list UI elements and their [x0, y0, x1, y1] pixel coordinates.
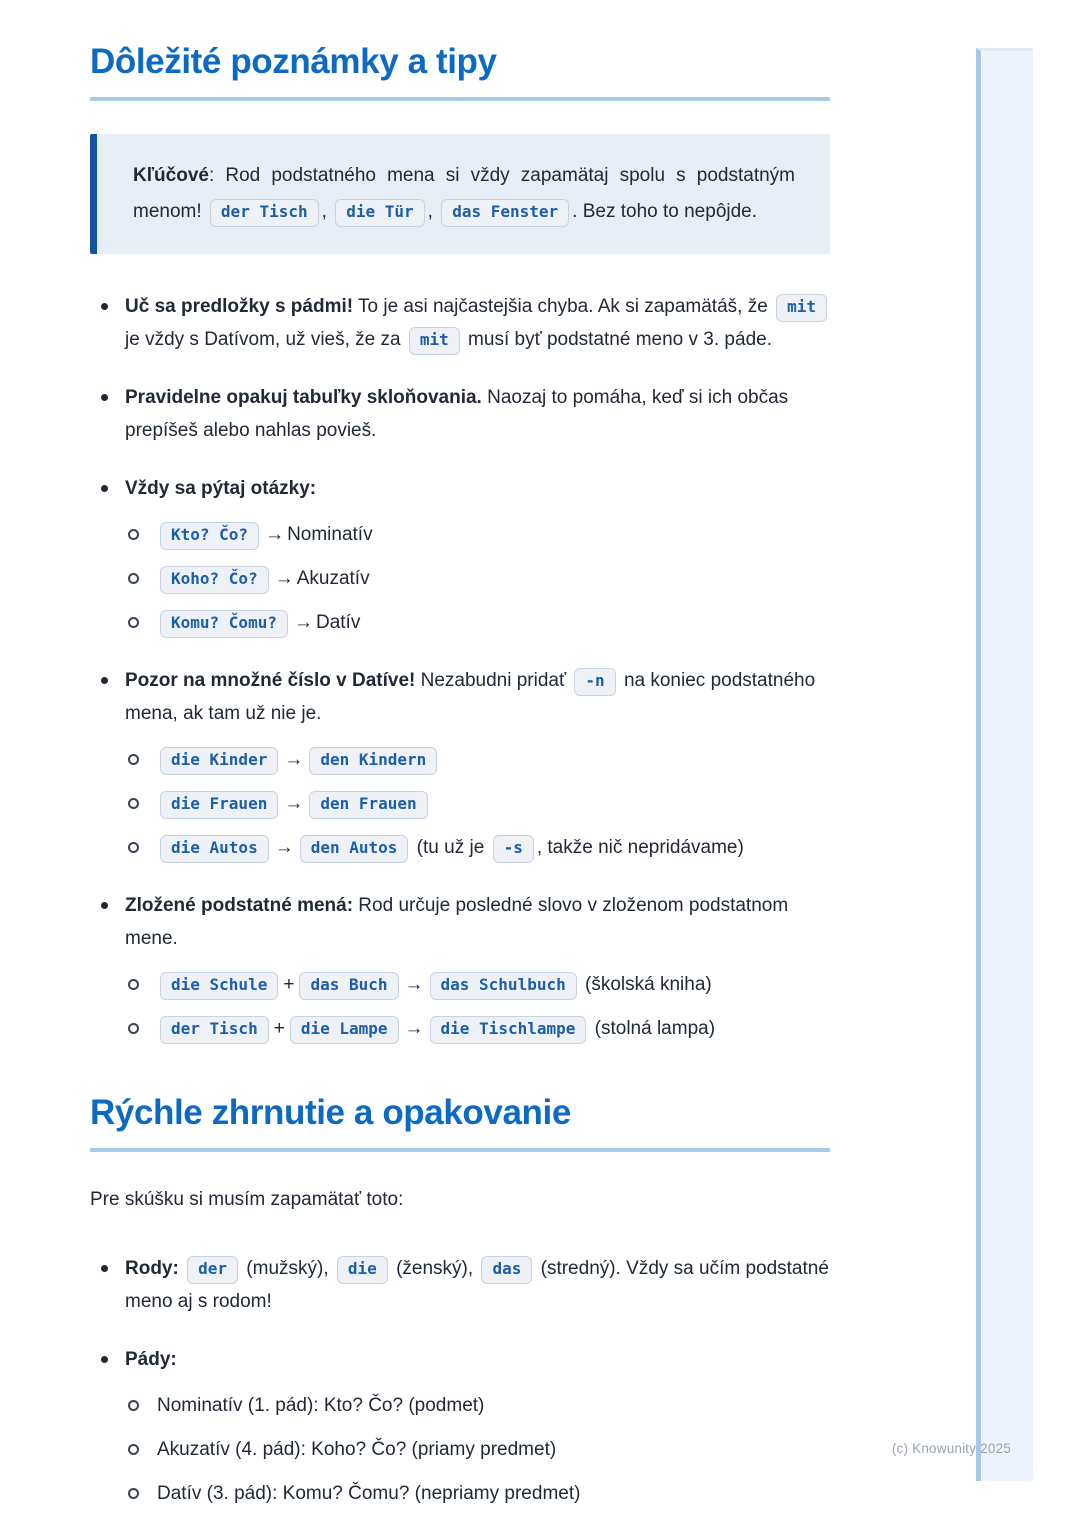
arrow-icon: →	[404, 1017, 424, 1039]
list-item-lead: Pády:	[125, 1348, 177, 1370]
sub-list-item	[125, 562, 830, 595]
list-item-text: musí byť podstatné meno v 3. páde.	[462, 328, 772, 350]
sub-item-gloss: (školská kniha)	[579, 973, 712, 995]
sub-list-item	[125, 1012, 830, 1045]
heading-divider	[90, 1148, 830, 1152]
sub-list-item: Akuzatív (4. pád): Koho? Čo? (priamy predmet)	[125, 1433, 830, 1466]
callout-lead: Kľúčové	[133, 164, 209, 186]
list-item	[90, 1343, 830, 1510]
sub-item-note: , takže nič nepridávame)	[536, 836, 744, 858]
sub-list-item	[125, 787, 830, 820]
case-label: Akuzatív	[296, 567, 370, 589]
key-note-callout	[90, 134, 830, 254]
compound-nouns-sub-list	[125, 968, 830, 1045]
arrow-icon: →	[293, 611, 313, 633]
code-chip: -s	[493, 835, 534, 863]
code-chip: die Autos	[160, 835, 269, 863]
sub-item-note: (tu už je	[411, 836, 490, 858]
code-chip: die Frauen	[160, 791, 278, 819]
list-item-text: je vždy s Datívom, už vieš, že za	[125, 328, 406, 350]
list-item-text: na koniec podstatného mena, ak tam už nie je.	[125, 669, 816, 724]
code-chip: den Kindern	[309, 747, 437, 775]
summary-list	[90, 1252, 830, 1510]
list-item	[90, 472, 830, 639]
list-item-text: Naozaj to pomáha, keď si ich občas prepíšeš alebo nahlas povieš.	[125, 386, 789, 441]
case-label: Datív	[315, 611, 361, 633]
callout-text: . Bez toho to nepôjde.	[572, 200, 758, 222]
code-chip: Kto? Čo?	[160, 522, 259, 550]
code-chip: der	[187, 1256, 238, 1284]
list-item	[90, 381, 830, 447]
list-item-text: To je asi najčastejšia chyba. Ak si zapamätáš, že	[353, 295, 774, 317]
page-content	[90, 40, 830, 1535]
code-chip: die Lampe	[290, 1016, 399, 1044]
code-chip: das	[481, 1256, 532, 1284]
sub-list-item	[125, 831, 830, 864]
list-item	[90, 889, 830, 1045]
list-item-lead: Uč sa predložky s pádmi!	[125, 295, 354, 317]
list-item-lead: Vždy sa pýtaj otázky:	[125, 477, 317, 499]
code-chip: den Frauen	[309, 791, 427, 819]
section-heading-summary: Rýchle zhrnutie a opakovanie	[90, 1092, 571, 1132]
list-item-lead: Rody:	[125, 1257, 179, 1279]
sub-list-item	[125, 518, 830, 551]
code-chip: die	[337, 1256, 388, 1284]
arrow-icon: →	[284, 792, 304, 814]
sub-item-gloss: (stolná lampa)	[589, 1017, 716, 1039]
arrow-icon: →	[274, 567, 294, 589]
code-chip: die Tür	[335, 199, 424, 227]
code-chip: das Schulbuch	[430, 972, 577, 1000]
copyright-notice: (c) Knowunity 2025	[891, 1441, 1011, 1456]
cases-sub-list	[125, 1389, 830, 1510]
sub-list-item	[125, 968, 830, 1001]
code-chip: das Fenster	[441, 199, 569, 227]
list-item	[90, 290, 830, 356]
list-item-text: (stredný). Vždy sa učím podstatné meno aj s rodom!	[125, 1257, 829, 1312]
arrow-icon: →	[274, 836, 294, 858]
dative-plural-sub-list	[125, 743, 830, 864]
code-chip: der Tisch	[210, 199, 319, 227]
list-item-text: (mužský),	[241, 1257, 334, 1279]
plus-sign: +	[283, 973, 295, 995]
list-item-text: Nezabudni pridať	[415, 669, 572, 691]
arrow-icon: →	[284, 748, 304, 770]
sub-list-item	[125, 743, 830, 776]
sub-list-item: Nominatív (1. pád): Kto? Čo? (podmet)	[125, 1389, 830, 1422]
code-chip: die Tischlampe	[430, 1016, 587, 1044]
code-chip: die Kinder	[160, 747, 278, 775]
code-chip: der Tisch	[160, 1016, 269, 1044]
arrow-icon: →	[404, 973, 424, 995]
section-heading-notes: Dôležité poznámky a tipy	[90, 42, 497, 81]
list-item-text: Rod určuje posledné slovo v zloženom podstatnom mene.	[125, 894, 789, 949]
code-chip: mit	[776, 294, 827, 322]
list-item-text: (ženský),	[390, 1257, 479, 1279]
list-item-lead: Pravidelne opakuj tabuľky skloňovania.	[125, 386, 482, 408]
arrow-icon: →	[265, 523, 285, 545]
code-chip: die Schule	[160, 972, 278, 1000]
code-chip: Koho? Čo?	[160, 566, 269, 594]
summary-intro: Pre skúšku si musím zapamätať toto:	[90, 1188, 404, 1210]
code-chip: Komu? Čomu?	[160, 610, 288, 638]
code-chip: das Buch	[299, 972, 398, 1000]
questions-sub-list	[125, 518, 830, 639]
page-edge-strip	[976, 48, 1033, 1481]
list-item	[90, 664, 830, 864]
plus-sign: +	[273, 1017, 285, 1039]
notes-list	[90, 290, 830, 1045]
code-chip: mit	[409, 327, 460, 355]
code-chip: den Autos	[300, 835, 409, 863]
code-chip: -n	[574, 668, 615, 696]
callout-text: : Rod podstatného mena si vždy zapamätaj spolu s podstatným menom!	[133, 164, 795, 222]
case-label: Nominatív	[287, 523, 373, 545]
callout-text: ,	[321, 200, 333, 222]
sub-list-item	[125, 606, 830, 639]
heading-divider	[90, 97, 830, 101]
list-item-lead: Pozor na množné číslo v Datíve!	[125, 669, 416, 691]
list-item-lead: Zložené podstatné mená:	[125, 894, 354, 916]
summary-section	[90, 1091, 830, 1510]
list-item	[90, 1252, 830, 1318]
callout-text: ,	[427, 200, 439, 222]
sub-list-item: Datív (3. pád): Komu? Čomu? (nepriamy predmet)	[125, 1477, 830, 1510]
